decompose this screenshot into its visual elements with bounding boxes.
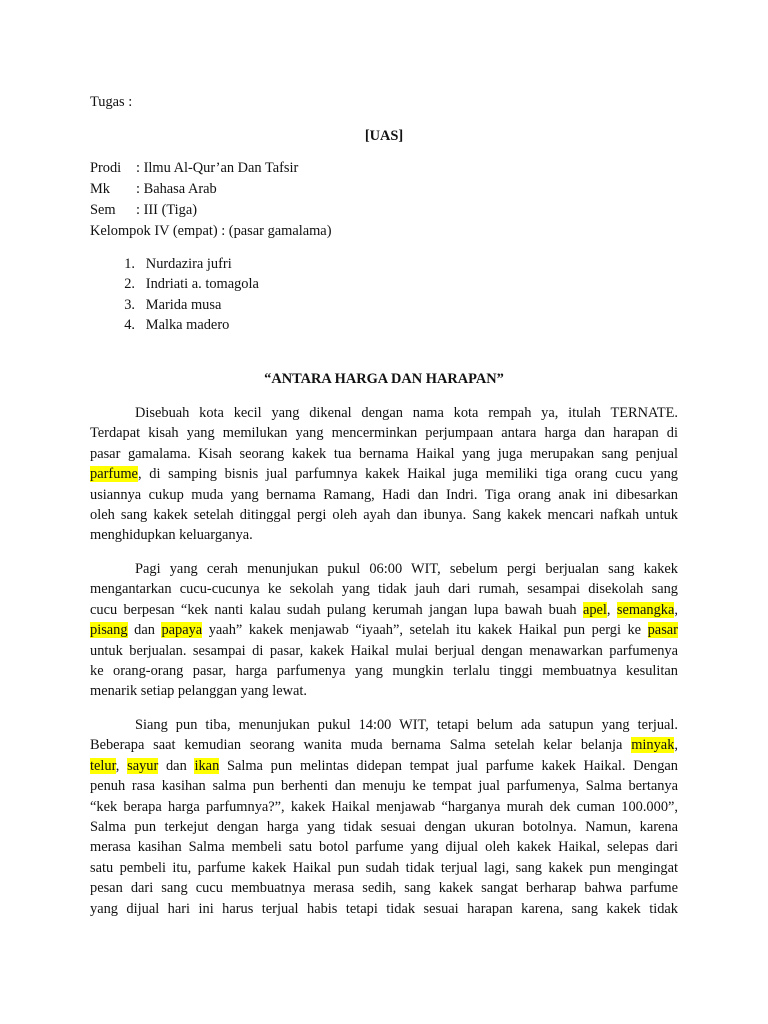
text-run: , bbox=[115, 757, 128, 774]
highlighted-word: pisang bbox=[90, 622, 128, 639]
text-line bbox=[90, 715, 678, 735]
text-line bbox=[90, 858, 678, 878]
list-item: 2. Indriati a. tomagola bbox=[124, 276, 259, 293]
text-line bbox=[90, 423, 678, 443]
text-line bbox=[90, 464, 678, 484]
text-line bbox=[90, 505, 678, 525]
text-run: pasar gamalama. Kisah seorang kakek tua bernama Haikal yang juga merupakan sang penjual bbox=[90, 445, 678, 462]
text-run: oleh sang kakek setelah ditinggal pergi oleh ayah dan ibunya. Sang kakek mencari nafkah untuk bbox=[90, 506, 678, 523]
text-run: Disebuah kota kecil yang dikenal dengan nama kota rempah ya, itulah TERNATE. bbox=[135, 405, 678, 421]
text-line bbox=[90, 776, 678, 796]
info-value: : Bahasa Arab bbox=[136, 181, 217, 197]
text-run: usiannya cukup muda yang bernama Ramang, Hadi dan Indri. Tiga orang anak ini dibesarkan bbox=[90, 486, 678, 503]
paragraph bbox=[90, 715, 678, 919]
highlighted-word: parfume bbox=[90, 466, 138, 483]
text-line bbox=[90, 525, 678, 545]
info-row-prodi bbox=[90, 158, 298, 178]
highlighted-word: minyak bbox=[631, 737, 675, 754]
text-line bbox=[90, 817, 678, 837]
text-run: yaah” kakek menjawab “iyaah”, setelah itu kakek Haikal pun pergi ke bbox=[202, 622, 648, 639]
info-value: : Ilmu Al-Qur’an Dan Tafsir bbox=[136, 160, 299, 176]
text-run: satu pembeli itu, parfume kakek Haikal pun sudah tidak terjual lagi, sang kakek pun mengingat bbox=[90, 859, 678, 876]
paragraph bbox=[90, 403, 678, 546]
paragraph bbox=[90, 559, 678, 702]
text-run: menarik setiap pelanggan yang lewat. bbox=[90, 683, 307, 700]
text-run: , bbox=[606, 601, 617, 618]
text-line bbox=[90, 681, 678, 701]
highlighted-word: ikan bbox=[194, 757, 220, 774]
list-item: 3. Marida musa bbox=[124, 296, 222, 313]
highlighted-word: apel bbox=[582, 601, 607, 618]
text-line bbox=[90, 837, 678, 857]
info-label: Sem bbox=[90, 202, 116, 218]
member-list bbox=[90, 254, 259, 336]
text-run: mengantarkan cucu-cucunya ke sekolah yang tidak jauh dari rumah, sesampai disekolah sang bbox=[90, 581, 678, 598]
text-line bbox=[90, 661, 678, 681]
text-run: , di samping bisnis jual parfumnya kakek Haikal juga memiliki tiga orang cucu yang bbox=[137, 466, 678, 483]
text-run: ke orang-orang pasar, harga parfumenya yang mungkin terlalu tinggi membuatnya kesulitan bbox=[90, 662, 678, 679]
highlighted-word: telur bbox=[90, 757, 116, 774]
text-line bbox=[90, 579, 678, 599]
tugas-label: Tugas : bbox=[90, 94, 133, 110]
text-run: “kek berapa harga parfumnya?”, kakek Haikal menjawab “harganya murah dek cuman 100.000”, bbox=[90, 798, 678, 815]
story-title: “ANTARA HARGA DAN HARAPAN” bbox=[264, 371, 504, 387]
highlighted-word: sayur bbox=[127, 757, 159, 774]
text-run: penuh rasa kasihan salma pun berhenti dan menuju ke tempat jual parfumenya, Salma bertanya bbox=[90, 778, 678, 795]
text-line bbox=[90, 559, 678, 579]
info-label: Mk bbox=[90, 181, 110, 197]
info-row-sem bbox=[90, 200, 197, 220]
text-run: , bbox=[674, 737, 678, 754]
text-run: , bbox=[674, 601, 678, 618]
text-line bbox=[90, 797, 678, 817]
text-run: yang dijual hari ini harus terjual habis tetapi tidak sesuai harapan karena, sang kakek tidak bbox=[90, 900, 678, 917]
highlighted-word: pasar bbox=[647, 622, 678, 639]
list-item: 4. Malka madero bbox=[124, 317, 230, 334]
list-item: 1. Nurdazira jufri bbox=[124, 256, 232, 272]
text-run: Siang pun tiba, menunjukan pukul 14:00 WIT, tetapi belum ada satupun yang terjual. bbox=[135, 717, 678, 733]
text-run: Salma pun terkejut dengan harga yang tidak sesuai dengan ukuran botolnya. Namun, karena bbox=[90, 818, 678, 835]
text-run: menghidupkan keluarganya. bbox=[90, 527, 253, 544]
document-title: [UAS] bbox=[364, 128, 404, 144]
text-line bbox=[90, 899, 678, 919]
text-line bbox=[90, 403, 678, 423]
text-line bbox=[90, 878, 678, 898]
info-row-mk bbox=[90, 179, 217, 199]
kelompok-line: Kelompok IV (empat) : (pasar gamalama) bbox=[90, 223, 332, 239]
text-line bbox=[90, 735, 678, 755]
text-line bbox=[90, 600, 678, 620]
text-run: dan bbox=[127, 622, 162, 639]
text-line bbox=[90, 756, 678, 776]
text-run: pesan dari sang cucu membuatnya merasa sedih, sang kakek sangat berharap bahwa parfume bbox=[90, 880, 678, 897]
info-value: : III (Tiga) bbox=[136, 202, 198, 218]
text-line bbox=[90, 485, 678, 505]
highlighted-word: papaya bbox=[161, 622, 203, 639]
text-line bbox=[90, 641, 678, 661]
text-run: cucu berpesan “kek nanti kalau sudah pulang kerumah jangan lupa bawah buah bbox=[90, 601, 583, 618]
text-run: Beberapa saat kemudian seorang wanita muda bernama Salma setelah kelar belanja bbox=[90, 737, 632, 754]
text-run: Pagi yang cerah menunjukan pukul 06:00 WIT, sebelum pergi berjualan sang kakek bbox=[135, 561, 678, 577]
text-run: merasa kasihan Salma membeli satu botol parfume yang dijual oleh kakek Haikal, selepas dari bbox=[90, 839, 678, 856]
text-line bbox=[90, 620, 678, 640]
highlighted-word: semangka bbox=[616, 601, 675, 618]
text-line bbox=[90, 444, 678, 464]
text-run: Salma pun melintas didepan tempat jual parfume kakek Haikal. Dengan bbox=[219, 757, 678, 774]
text-run: Terdapat kisah yang memilukan yang mencerminkan perjumpaan antara harga dan harapan di bbox=[90, 425, 678, 442]
text-run: untuk berjualan. sesampai di pasar, kakek Haikal mulai berjual dengan menawarkan parfumenya bbox=[90, 642, 678, 659]
info-label: Prodi bbox=[90, 160, 122, 176]
text-run: dan bbox=[158, 757, 195, 774]
